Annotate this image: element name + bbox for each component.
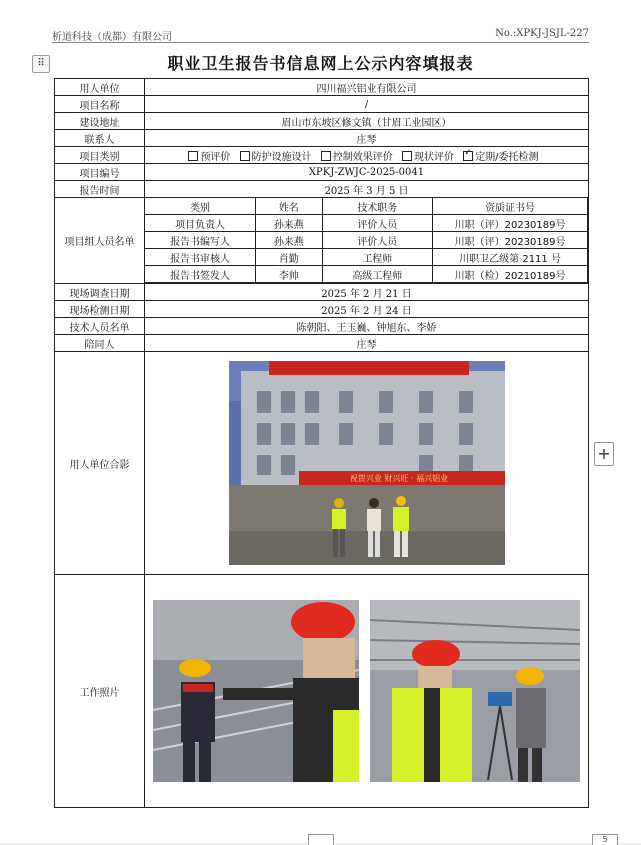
checkbox-icon[interactable] [321, 151, 331, 161]
team-name[interactable]: 肖勤 [256, 249, 322, 266]
table-row [55, 335, 589, 352]
team-header-name: 姓名 [256, 198, 322, 215]
escort-label: 陪同人 [55, 335, 145, 352]
company-header: 析道科技（成都）有限公司 [52, 32, 172, 43]
work-photos-label: 工作照片 [55, 575, 145, 808]
team-cert[interactable]: 川职卫乙级第 2111 号 [433, 249, 588, 266]
team-row [145, 266, 588, 283]
team-role[interactable]: 报告书审核人 [145, 249, 256, 266]
disclosure-table [54, 78, 589, 808]
work-photos-cell [145, 575, 589, 808]
work-photo-1[interactable] [153, 600, 359, 782]
group-photo[interactable] [229, 361, 505, 565]
survey-date-label: 现场调查日期 [55, 284, 145, 301]
table-move-handle-icon[interactable]: ⠿ [32, 55, 50, 73]
team-name[interactable]: 孙来燕 [256, 232, 322, 249]
table-row [55, 164, 589, 181]
escort-value[interactable]: 庄琴 [145, 335, 589, 352]
checkbox-icon[interactable] [240, 151, 250, 161]
report-date-value[interactable]: 2025 年 3 月 5 日 [145, 181, 589, 198]
team-name[interactable]: 李帅 [256, 266, 322, 283]
report-date-label: 报告时间 [55, 181, 145, 198]
table-row [55, 284, 589, 301]
team-role[interactable]: 项目负责人 [145, 215, 256, 232]
address-label: 建设地址 [55, 113, 145, 130]
project-no-value[interactable]: XPKJ-ZWJC-2025-0041 [145, 164, 589, 181]
table-row [55, 575, 589, 808]
test-date-label: 现场检测日期 [55, 301, 145, 318]
checkbox-checked-icon[interactable] [463, 151, 473, 161]
group-photo-label: 用人单位合影 [55, 352, 145, 575]
test-date-value[interactable]: 2025 年 2 月 24 日 [145, 301, 589, 318]
team-name[interactable]: 孙来燕 [256, 215, 322, 232]
category-options [145, 147, 589, 164]
team-title[interactable]: 高级工程师 [322, 266, 433, 283]
page-title: 职业卫生报告书信息网上公示内容填报表 [167, 54, 474, 73]
survey-date-value[interactable]: 2025 年 2 月 21 日 [145, 284, 589, 301]
category-control-effect[interactable]: 控制效果评价 [321, 152, 393, 163]
table-row [55, 96, 589, 113]
team-header-role: 类别 [145, 198, 256, 215]
checkbox-icon[interactable] [402, 151, 412, 161]
team-row [145, 215, 588, 232]
team-row [145, 249, 588, 266]
header-divider [52, 42, 589, 43]
page-number-tab[interactable]: 5 [592, 834, 618, 845]
contact-value[interactable]: 庄琴 [145, 130, 589, 147]
project-name-value[interactable]: / [145, 96, 589, 113]
technicians-label: 技术人员名单 [55, 318, 145, 335]
category-protection-design[interactable]: 防护设施设计 [240, 152, 312, 163]
add-row-button[interactable]: + [594, 442, 614, 466]
address-value[interactable]: 眉山市东坡区修文镇（甘眉工业园区） [145, 113, 589, 130]
table-row [55, 79, 589, 96]
employer-label: 用人单位 [55, 79, 145, 96]
team-label: 项目组人员名单 [55, 198, 145, 284]
table-row [55, 318, 589, 335]
team-title[interactable]: 评价人员 [322, 232, 433, 249]
contact-label: 联系人 [55, 130, 145, 147]
project-no-label: 项目编号 [55, 164, 145, 181]
team-header-title: 技术职务 [322, 198, 433, 215]
technicians-value[interactable]: 陈朝阳、王玉巍、钟旭东、李娇 [145, 318, 589, 335]
photo-banner-text: 祝贺兴业 财兴旺 · 福兴铝业 [349, 474, 448, 483]
category-preassessment[interactable]: 预评价 [188, 152, 230, 163]
document-number: No.:XPKJ-JSJL-227 [495, 28, 589, 39]
table-row [55, 130, 589, 147]
team-title[interactable]: 评价人员 [322, 215, 433, 232]
team-header-cert: 资质证书号 [433, 198, 588, 215]
bottom-tab-icon[interactable] [308, 834, 334, 845]
project-name-label: 项目名称 [55, 96, 145, 113]
team-title[interactable]: 工程师 [322, 249, 433, 266]
team-row [145, 232, 588, 249]
table-row [55, 113, 589, 130]
employer-value[interactable]: 四川福兴铝业有限公司 [145, 79, 589, 96]
team-role[interactable]: 报告书编写人 [145, 232, 256, 249]
team-header-row [145, 198, 588, 215]
team-cert[interactable]: 川职（评）20230189号 [433, 232, 588, 249]
table-row [55, 301, 589, 318]
table-row [55, 352, 589, 575]
team-cell [145, 198, 589, 284]
team-cert[interactable]: 川职（检）20210189号 [433, 266, 588, 283]
table-row [55, 147, 589, 164]
table-row [55, 198, 589, 284]
group-photo-cell [145, 352, 589, 575]
category-label: 项目类别 [55, 147, 145, 164]
team-cert[interactable]: 川职（评）20230189号 [433, 215, 588, 232]
team-table [145, 198, 588, 283]
category-periodic-test[interactable]: ✓ 定期/委托检测 [463, 152, 538, 163]
checkbox-icon[interactable] [188, 151, 198, 161]
team-role[interactable]: 报告书签发人 [145, 266, 256, 283]
work-photo-2[interactable] [370, 600, 580, 782]
table-row [55, 181, 589, 198]
category-status-assessment[interactable]: 现状评价 [402, 152, 454, 163]
